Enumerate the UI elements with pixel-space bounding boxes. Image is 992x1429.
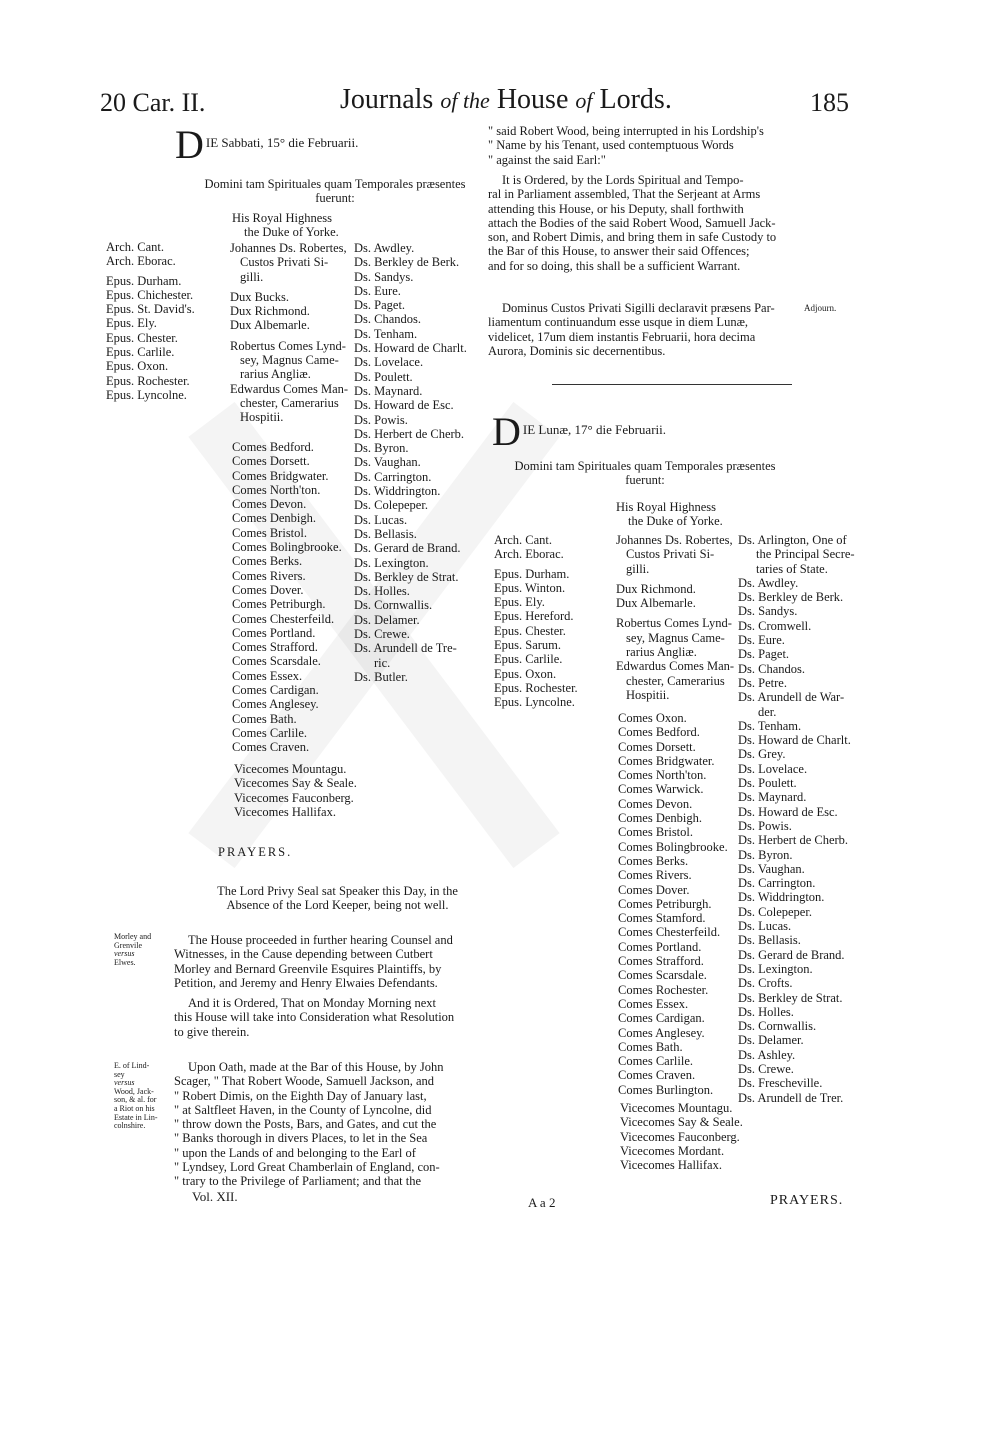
lord-entry: Comes Carlile. — [618, 1054, 693, 1069]
officer-line: Dux Richmond. — [616, 581, 696, 596]
lord-entry: Epus. Ely. — [494, 595, 545, 610]
day-heading-text: IE Sabbati, 15° die Februarii. — [205, 135, 359, 150]
lord-entry: Epus. Chichester. — [106, 287, 194, 302]
lord-entry: Ds. Powis. — [354, 412, 408, 427]
lord-entry: Ds. Maynard. — [354, 383, 423, 398]
para-line: Aurora, Dominis sic decernentibus. — [488, 343, 666, 358]
drop-cap: D — [492, 409, 521, 454]
lord-entry: Comes Devon. — [618, 796, 693, 811]
lord-entry: Comes Strafford. — [618, 954, 704, 969]
lord-entry: Epus. Durham. — [494, 566, 570, 581]
lord-entry: Ds. Lovelace. — [354, 355, 424, 370]
lord-entry: Arch. Cant. — [494, 533, 552, 547]
lord-entry: Epus. St. David's. — [106, 302, 195, 317]
margin-line: colnshire. — [114, 1121, 146, 1131]
lord-entry: Comes Scarsdale. — [618, 968, 707, 983]
lord-entry: Ds. Crewe. — [738, 1061, 794, 1076]
lord-entry: Epus. Rochester. — [106, 373, 190, 388]
lord-entry: Comes Essex. — [232, 668, 303, 683]
margin-line: Grenvile — [114, 940, 142, 950]
lord-entry: Epus. Sarum. — [494, 638, 562, 653]
lord-entry: Ds. Delamer. — [354, 612, 420, 627]
domini-line: Domini tam Spirituales quam Temporales præsentes — [514, 459, 776, 473]
lord-entry: Comes Carlile. — [232, 725, 307, 740]
left-barons — [354, 241, 467, 684]
lord-entry: Comes Anglesey. — [232, 697, 319, 712]
right-royal — [616, 500, 723, 529]
officer-line: Johannes Ds. Robertes, — [616, 533, 733, 547]
officer-line: Robertus Comes Lynd- — [230, 338, 346, 353]
para-line: " said Robert Wood, being interrupted in his Lordship's — [488, 124, 764, 138]
para-line: " Robert Dimis, on the Eighth Day of January last, — [174, 1088, 427, 1103]
title-word: of the — [440, 88, 490, 113]
para-line: this House will take into Consideration what Resolution — [174, 1010, 455, 1025]
title-word: Lords. — [599, 84, 672, 115]
royal-line: the Duke of Yorke. — [628, 514, 723, 529]
right-para-top — [488, 124, 800, 167]
lord-entry: Ds. Eure. — [354, 283, 401, 298]
margin-note-lindsey — [114, 1062, 158, 1131]
lord-entry: Comes Chesterfeild. — [618, 925, 721, 940]
para-line: " Name by his Tenant, used contemptuous Words — [488, 138, 734, 153]
lord-entry: Comes Portland. — [232, 625, 316, 640]
lord-entry: Comes Anglesey. — [618, 1025, 705, 1040]
right-comites — [618, 711, 728, 1097]
officer-line: Hospitii. — [626, 687, 670, 702]
domini-line: fuerunt: — [315, 191, 355, 206]
lord-entry: Ds. Lucas. — [354, 512, 408, 527]
lord-entry: Comes Berks. — [618, 853, 689, 868]
lord-entry: Ds. Howard de Charlt. — [354, 341, 467, 356]
para-line: " throw down the Posts, Bars, and Gates, and cut the — [174, 1117, 437, 1132]
lord-entry: Comes Cardigan. — [232, 683, 319, 698]
left-royal — [232, 211, 339, 240]
lord-entry: Comes Essex. — [618, 996, 689, 1011]
lord-entry: Comes Scarsdale. — [232, 654, 321, 669]
lord-entry: Epus. Winton. — [494, 580, 566, 595]
royal-line: the Duke of Yorke. — [244, 225, 339, 240]
para-line: and for so doing, this shall be a sufficient Warrant. — [488, 258, 741, 273]
margin-line: Estate in Lin- — [114, 1112, 158, 1122]
margin-line: Elwes. — [114, 957, 136, 967]
lord-entry: Ds. Maynard. — [738, 790, 807, 805]
lord-entry: Vicecomes Hallifax. — [234, 804, 336, 819]
left-spiritual-list — [106, 240, 195, 402]
para-line: The House proceeded in further hearing Counsel and — [188, 933, 453, 947]
lord-entry: der. — [758, 704, 777, 719]
lord-entry: Ds. Awdley. — [354, 241, 415, 255]
lord-entry: Vicecomes Say & Seale. — [620, 1115, 743, 1130]
officer-line: Custos Privati Si- — [626, 547, 715, 562]
para-line: Morley and Bernard Greenvile Esquires Plaintiffs, by — [174, 961, 442, 976]
lord-entry: Ds. Widdrington. — [738, 890, 825, 905]
para-line: attending this House, or his Deputy, shall forthwith — [488, 201, 744, 216]
lord-entry: Comes Bristol. — [232, 525, 308, 540]
lord-entry: Comes Dorsett. — [618, 739, 696, 754]
royal-line: His Royal Highness — [232, 211, 332, 225]
officer-line: Dux Albemarle. — [616, 596, 696, 611]
lord-entry: Arch. Eborac. — [494, 547, 564, 562]
lord-entry: Comes Rivers. — [618, 868, 692, 883]
officer-line: chester, Camerarius — [240, 395, 339, 410]
margin-line: sey — [114, 1069, 125, 1079]
margin-line: son, & al. for — [114, 1095, 157, 1105]
lord-entry: Ds. Howard de Esc. — [738, 804, 838, 819]
lord-entry: Ds. Arlington, One of — [738, 533, 847, 547]
lord-entry: Epus. Carlile. — [494, 652, 563, 667]
lord-entry: Ds. Awdley. — [738, 575, 799, 590]
para-line: It is Ordered, by the Lords Spiritual and Tempo- — [502, 173, 744, 187]
drop-cap: D — [175, 122, 204, 167]
lord-entry: ric. — [374, 655, 391, 670]
officer-line: Edwardus Comes Man- — [230, 381, 349, 396]
para-line: Petition, and Jeremy and Henry Elwaies Defendants. — [174, 975, 438, 990]
lord-entry: Ds. Powis. — [738, 818, 792, 833]
lord-entry: Ds. Tenham. — [354, 326, 418, 341]
left-officers — [230, 241, 348, 425]
lord-entry: Ds. Butler. — [354, 669, 408, 684]
lord-entry: Ds. Cromwell. — [738, 618, 812, 633]
lord-entry: Ds. Gerard de Brand. — [738, 947, 845, 962]
officer-line: Custos Privati Si- — [240, 255, 329, 270]
lord-entry: Ds. Vaughan. — [354, 455, 421, 470]
lord-entry: Comes Portland. — [618, 939, 702, 954]
para-line: " Banks thorough in divers Places, to let in the Sea — [174, 1131, 428, 1146]
para-line: " trary to the Privilege of Parliament; and that the — [174, 1174, 422, 1189]
para-line: And it is Ordered, That on Monday Morning next — [188, 996, 436, 1010]
lord-entry: Ds. Berkley de Berk. — [354, 255, 460, 270]
lord-entry: Ds. Poulett. — [354, 369, 413, 384]
left-day-heading — [175, 122, 475, 167]
margin-note-morley — [114, 933, 151, 967]
right-domini — [490, 459, 800, 488]
left-vicecomites — [234, 762, 357, 819]
para-line: Dominus Custos Privati Sigilli declaravit præsens Par- — [502, 301, 775, 315]
lord-entry: Ds. Colepeper. — [354, 498, 428, 513]
lord-entry: Ds. Lexington. — [738, 961, 813, 976]
lord-entry: Comes Bath. — [618, 1039, 683, 1054]
lord-entry: Ds. Holles. — [738, 1004, 794, 1019]
domini-line: Domini tam Spirituales quam Temporales præsentes — [204, 177, 466, 191]
lord-entry: Comes Craven. — [618, 1068, 696, 1083]
lord-entry: Ds. Carrington. — [738, 876, 816, 891]
para-line: Witnesses, in the Cause depending between Cutbert — [174, 947, 433, 962]
lord-entry: Ds. Holles. — [354, 584, 410, 599]
catchword: PRAYERS. — [770, 1193, 844, 1208]
lord-entry: Comes Bath. — [232, 711, 297, 726]
lord-entry: Epus. Lyncolne. — [106, 387, 187, 402]
lord-entry: Comes Denbigh. — [618, 811, 703, 826]
lord-entry: Ds. Vaughan. — [738, 861, 805, 876]
para-line: son, and Robert Dimis, and bring them in safe Custody to — [488, 230, 777, 245]
left-para-ordered — [174, 996, 486, 1039]
speaker-line: Absence of the Lord Keeper, being not well. — [226, 898, 449, 913]
lord-entry: Ds. Byron. — [354, 441, 409, 456]
lord-entry: Comes North'ton. — [232, 482, 321, 497]
lord-entry: Comes Dover. — [618, 882, 690, 897]
lord-entry: Vicecomes Mountagu. — [234, 762, 347, 776]
lord-entry: Ds. Grey. — [738, 747, 786, 762]
right-vicecomites — [620, 1101, 743, 1172]
title-word: House — [496, 84, 569, 115]
lord-entry: Comes Dorsett. — [232, 454, 310, 469]
lord-entry: Ds. Howard de Charlt. — [738, 733, 851, 748]
left-para-oath — [174, 1060, 486, 1189]
lord-entry: Ds. Delamer. — [738, 1033, 804, 1048]
day-heading-text: IE Lunæ, 17° die Februarii. — [522, 422, 667, 437]
para-line: ral in Parliament assembled, That the Serjeant at Arms — [488, 187, 761, 202]
lord-entry: Ds. Lexington. — [354, 555, 429, 570]
page-number: 185 — [810, 88, 849, 117]
officer-line: gilli. — [626, 561, 650, 576]
lord-entry: Comes Rivers. — [232, 568, 306, 583]
lord-entry: Epus. Rochester. — [494, 680, 578, 695]
signature-mark: A a 2 — [528, 1195, 556, 1210]
running-head-title — [340, 84, 672, 116]
lord-entry: taries of State. — [756, 561, 828, 576]
lord-entry: Vicecomes Fauconberg. — [234, 790, 354, 805]
lord-entry: Comes Bedford. — [232, 440, 314, 454]
officer-line: Dux Albemarle. — [230, 318, 310, 333]
lord-entry: Ds. Arundell de War- — [738, 690, 845, 705]
lord-entry: Ds. Bellasis. — [354, 526, 417, 541]
volume-mark: Vol. XII. — [192, 1189, 238, 1204]
right-officers — [616, 533, 734, 702]
para-line: " Lyndsey, Lord Great Chamberlain of England, con- — [174, 1160, 440, 1175]
lord-entry: Epus. Chester. — [494, 623, 566, 638]
margin-line: a Riot on his — [114, 1103, 155, 1113]
para-line: attach the Bodies of the said Robert Wood, Samuell Jack- — [488, 215, 776, 230]
margin-line: versus — [114, 1078, 135, 1088]
para-line: liamentum continuandum esse usque in diem Lunæ, — [488, 315, 749, 330]
lord-entry: Ds. Paget. — [738, 647, 790, 662]
lord-entry: Comes Oxon. — [618, 711, 687, 725]
lord-entry: Comes Bedford. — [618, 725, 700, 740]
lord-entry: Ds. Frescheville. — [738, 1076, 823, 1091]
lord-entry: Ds. Chandos. — [738, 661, 806, 676]
lord-entry: Epus. Oxon. — [494, 666, 557, 681]
lord-entry: Comes Bridgwater. — [618, 753, 715, 768]
para-line: the Bar of this House, to answer their said Offences; — [488, 244, 750, 259]
lord-entry: Vicecomes Say & Seale. — [234, 776, 357, 791]
officer-line: Hospitii. — [240, 410, 284, 425]
lord-entry: Ds. Carrington. — [354, 469, 432, 484]
lord-entry: Ds. Arundell de Trer. — [738, 1090, 844, 1105]
left-comites — [232, 440, 342, 755]
margin-line: E. of Lind- — [114, 1061, 150, 1070]
lord-entry: Ds. Herbert de Cherb. — [354, 426, 465, 441]
lord-entry: Comes Craven. — [232, 740, 310, 755]
para-line: videlicet, 17um diem instantis Februarii, hora decima — [488, 329, 756, 344]
lord-entry: Ds. Colepeper. — [738, 904, 812, 919]
lord-entry: Vicecomes Mordant. — [620, 1143, 725, 1158]
officer-line: Johannes Ds. Robertes, — [230, 241, 347, 255]
section-divider — [552, 384, 792, 385]
lord-entry: Ds. Howard de Esc. — [354, 398, 454, 413]
officer-line: chester, Camerarius — [626, 673, 725, 688]
lord-entry: Ds. Gerard de Brand. — [354, 541, 461, 556]
lord-entry: Ds. Crofts. — [738, 976, 793, 991]
lord-entry: Comes Denbigh. — [232, 511, 317, 526]
lord-entry: Comes Bolingbrooke. — [232, 540, 342, 555]
lord-entry: Comes Petriburgh. — [232, 597, 326, 612]
right-barons — [738, 533, 855, 1105]
lord-entry: Ds. Cornwallis. — [738, 1019, 817, 1034]
left-domini — [190, 177, 480, 206]
domini-line: fuerunt: — [625, 473, 665, 488]
lord-entry: Comes Petriburgh. — [618, 896, 712, 911]
speaker-line: The Lord Privy Seal sat Speaker this Day, in the — [217, 884, 458, 898]
running-head-reign: 20 Car. II. — [100, 88, 206, 117]
lord-entry: Comes Rochester. — [618, 982, 709, 997]
title-word: of — [575, 88, 593, 113]
lord-entry: Arch. Cant. — [106, 240, 164, 254]
lord-entry: Comes Bridgwater. — [232, 468, 329, 483]
para-line: " upon the Lands of and belonging to the Earl of — [174, 1145, 416, 1160]
lord-entry: Comes Strafford. — [232, 640, 318, 655]
lord-entry: Comes Dover. — [232, 582, 304, 597]
lord-entry: Epus. Chester. — [106, 330, 178, 345]
officer-line: rarius Angliæ. — [240, 367, 311, 382]
lord-entry: Ds. Sandys. — [354, 269, 414, 284]
lord-entry: the Principal Secre- — [756, 547, 855, 562]
lord-entry: Ds. Sandys. — [738, 604, 798, 619]
lord-entry: Comes North'ton. — [618, 768, 707, 783]
lord-entry: Epus. Lyncolne. — [494, 695, 575, 710]
lord-entry: Comes Berks. — [232, 554, 303, 569]
royal-line: His Royal Highness — [616, 500, 716, 514]
lord-entry: Comes Devon. — [232, 497, 307, 512]
lord-entry: Ds. Lucas. — [738, 919, 792, 934]
para-line: Upon Oath, made at the Bar of this House, by John — [188, 1060, 444, 1074]
lord-entry: Comes Cardigan. — [618, 1011, 705, 1026]
left-prayers: PRAYERS. — [218, 845, 293, 859]
lord-entry: Vicecomes Hallifax. — [620, 1158, 722, 1173]
para-line: " against the said Earl:" — [488, 152, 606, 167]
officer-line: rarius Angliæ. — [626, 645, 697, 660]
lord-entry: Comes Bristol. — [618, 825, 694, 840]
lord-entry: Comes Burlington. — [618, 1082, 714, 1097]
lord-entry: Epus. Oxon. — [106, 359, 169, 374]
lord-entry: Ds. Bellasis. — [738, 933, 801, 948]
margin-line: Morley and — [114, 932, 152, 941]
title-word: Journals — [340, 84, 434, 115]
left-speaker — [190, 884, 485, 913]
officer-line: Edwardus Comes Man- — [616, 659, 735, 674]
lord-entry: Ds. Eure. — [738, 633, 785, 648]
para-line: to give therein. — [174, 1024, 250, 1039]
lord-entry: Epus. Ely. — [106, 316, 157, 331]
lord-entry: Ds. Paget. — [354, 298, 406, 313]
right-day-heading — [492, 409, 802, 454]
officer-line: Robertus Comes Lynd- — [616, 616, 732, 631]
lord-entry: Comes Bolingbrooke. — [618, 839, 728, 854]
lord-entry: Ds. Petre. — [738, 675, 787, 690]
lord-entry: Ds. Lovelace. — [738, 761, 808, 776]
lord-entry: Ds. Byron. — [738, 847, 793, 862]
officer-line: Dux Richmond. — [230, 304, 310, 319]
margin-line: versus — [114, 949, 135, 959]
right-spiritual-list — [494, 533, 578, 710]
para-line: " at Saltfleet Haven, in the County of Lyncolne, did — [174, 1102, 432, 1117]
lord-entry: Ds. Arundell de Tre- — [354, 641, 457, 656]
lord-entry: Comes Stamford. — [618, 911, 706, 926]
para-line: Scager, " That Robert Woode, Samuell Jackson, and — [174, 1074, 435, 1089]
lord-entry: Vicecomes Mountagu. — [620, 1101, 733, 1115]
right-para-adjourn — [488, 301, 800, 358]
officer-line: sey, Magnus Came- — [626, 630, 725, 645]
lord-entry: Epus. Carlile. — [106, 345, 175, 360]
lord-entry: Ds. Tenham. — [738, 718, 802, 733]
lord-entry: Ds. Ashley. — [738, 1047, 796, 1062]
lord-entry: Ds. Berkley de Berk. — [738, 590, 844, 605]
officer-line: gilli. — [240, 269, 264, 284]
lord-entry: Epus. Durham. — [106, 273, 182, 288]
lord-entry: Ds. Chandos. — [354, 312, 422, 327]
lord-entry: Ds. Berkley de Strat. — [738, 990, 843, 1005]
lord-entry: Arch. Eborac. — [106, 254, 176, 269]
lord-entry: Vicecomes Fauconberg. — [620, 1129, 740, 1144]
margin-note-adjourn: Adjourn. — [804, 303, 837, 313]
lord-entry: Epus. Hereford. — [494, 609, 574, 624]
lord-entry: Comes Warwick. — [618, 782, 704, 797]
lord-entry: Ds. Poulett. — [738, 776, 797, 791]
lord-entry: Ds. Crewe. — [354, 627, 410, 642]
margin-line: Wood, Jack- — [114, 1086, 154, 1096]
right-para-order — [488, 173, 800, 273]
lord-entry: Ds. Widdrington. — [354, 484, 441, 499]
left-para-counsel — [174, 933, 486, 990]
lord-entry: Ds. Cornwallis. — [354, 598, 433, 613]
officer-line: Dux Bucks. — [230, 289, 290, 304]
officer-line: sey, Magnus Came- — [240, 353, 339, 368]
lord-entry: Comes Chesterfeild. — [232, 611, 335, 626]
lord-entry: Ds. Berkley de Strat. — [354, 569, 459, 584]
lord-entry: Ds. Herbert de Cherb. — [738, 833, 849, 848]
